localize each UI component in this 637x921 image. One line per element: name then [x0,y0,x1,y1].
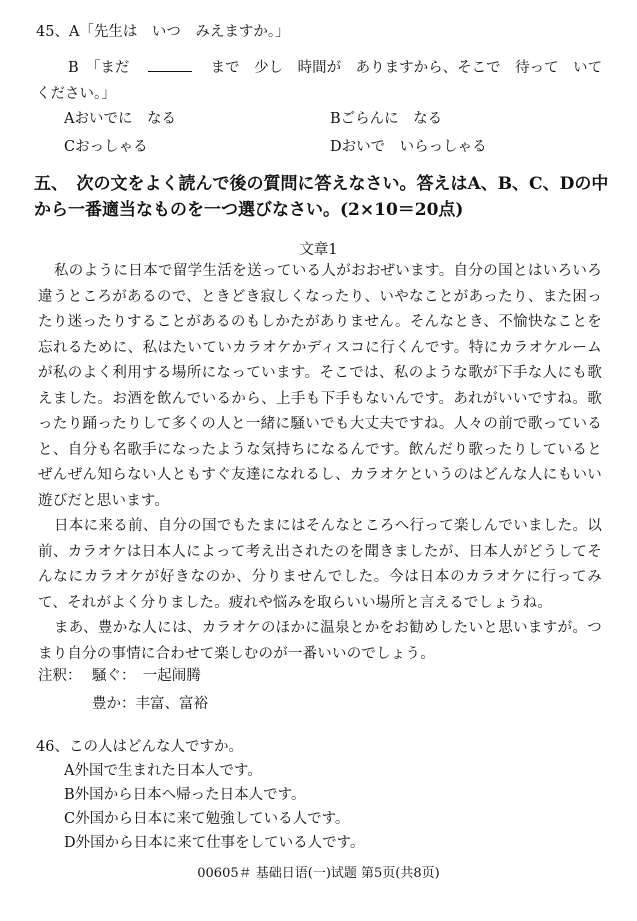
section5-heading-line2: から一番適当なものを一つ選びなさい。(2×10＝20点) [34,200,464,220]
q46-option-c: C外国から日本に来て勉強している人です。 [64,811,350,827]
passage-paragraph-3: まあ、豊かな人には、カラオケのほかに温泉とかをお勧めしたいと思いますが。つまり自分の事情に合わせて楽しむのが一番いいのでしょう。 [38,620,602,662]
q45-b-cont: ください。」 [36,86,116,102]
note-sawagu: 騒ぐ： 一起闹腾 [92,668,201,684]
q46-option-d: D外国から日本に来て仕事をしている人です。 [64,835,365,851]
q46-option-a: A外国で生まれた日本人です。 [64,763,262,779]
q45-option-c: Cおっしゃる [64,139,148,155]
section5-heading-line1: 五、 次の文をよく読んで後の質問に答えなさい。答えはA、B、C、Dの中 [34,174,609,194]
q46-option-b: B外国から日本へ帰った日本人です。 [64,787,306,803]
q45-option-a: Aおいでに なる [64,111,176,127]
q45-option-b: Bごらんに なる [330,111,443,127]
q45-a-line: 45、A「先生は いつ みえますか。」 [36,24,290,40]
q45-b-pre: B 「まだ [68,60,130,76]
q45-option-d: Dおいで いらっしゃる [330,139,487,155]
answer-blank [148,59,192,72]
passage-title: 文章1 [299,242,338,258]
q45-b-post: まで 少し 時間が ありますから、そこで 待って いて [210,60,603,76]
notes-label: 注釈： [38,668,82,684]
q45-b-line [68,56,602,77]
page-footer: 00605＃ 基础日语(一)试题 第5页(共8页) [197,866,440,881]
passage-body [38,259,602,667]
note-yutaka: 豊か：丰富、富裕 [92,696,208,712]
q46-question: 46、この人はどんな人ですか。 [36,739,243,755]
passage-paragraph-1: 私のように日本で留学生活を送っている人がおおぜいます。自分の国とはいろいろ違うところがあるので、ときどき寂しくなったり、いやなことがあったり、また困ったり迷ったりすることがあるのもしかたがありません。そんなとき、不愉快なことを忘れるために、私はたいていカラオケかディスコに行くんです。特にカラオケルームが私のよく利用する場所になっています。そこでは、私のような歌が下手な人にも歌えました。お酒を飲んでいるから、上手も下手もないんです。あれがいいですね。歌ったり踊ったりして多くの人と一緒に騒いでも大丈夫ですね。人々の前で歌っていると、自分も名歌手になったような気持ちになるんです。飲んだり歌ったりしているとぜんぜん知らない人ともすぐ友達になれるし、カラオケというのはどんな人にもいい遊びだと思います。 [38,263,602,509]
passage-paragraph-2: 日本に来る前、自分の国でもたまにはそんなところへ行って楽しんでいました。以前、カラオケは日本人によって考え出されたのを聞きましたが、日本人がどうしてそんなにカラオケが好きなのか、分りませんでした。今は日本のカラオケに行ってみて、それがよく分りました。疲れや悩みを取らいい場所と言えるでしょうね。 [38,518,602,611]
